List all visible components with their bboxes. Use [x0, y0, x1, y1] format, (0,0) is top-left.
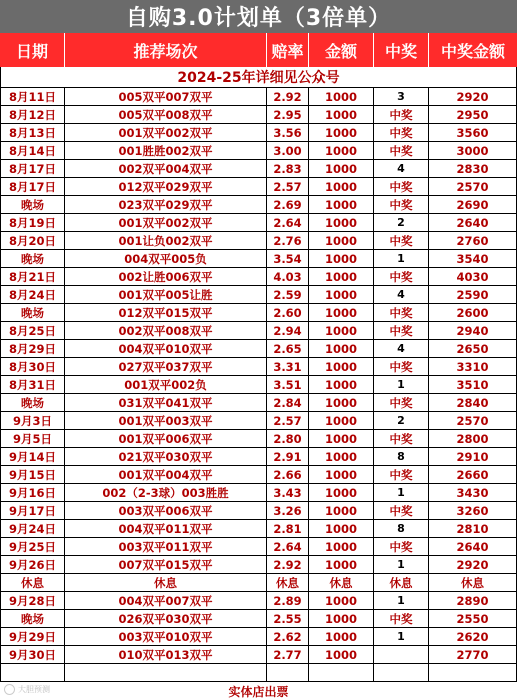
cell-amount: 1000 [309, 376, 374, 393]
cell-win: 1 [374, 628, 429, 645]
cell-amount: 1000 [309, 196, 374, 213]
table-row [0, 376, 517, 394]
cell-match: 001双平003双平 [65, 412, 267, 429]
cell-date: 8月12日 [0, 106, 65, 123]
cell-date: 8月11日 [0, 88, 65, 105]
cell-win-amount: 3560 [429, 124, 517, 141]
cell-date: 8月24日 [0, 286, 65, 303]
cell-match: 004双平010双平 [65, 340, 267, 357]
cell-win: 1 [374, 592, 429, 609]
cell-match: 001双平002负 [65, 376, 267, 393]
cell-amount: 1000 [309, 160, 374, 177]
cell-win-amount: 2760 [429, 232, 517, 249]
cell-amount: 1000 [309, 646, 374, 663]
cell-win: 中奖 [374, 232, 429, 249]
cell-match: 002双平004双平 [65, 160, 267, 177]
cell-amount: 1000 [309, 124, 374, 141]
table-row [0, 646, 517, 664]
cell-amount: 1000 [309, 502, 374, 519]
cell-odds: 2.62 [267, 628, 309, 645]
cell-odds: 2.95 [267, 106, 309, 123]
cell-win: 4 [374, 340, 429, 357]
table-row [0, 538, 517, 556]
cell-amount: 1000 [309, 322, 374, 339]
cell-win: 3 [374, 88, 429, 105]
watermark-logo-icon [4, 684, 15, 695]
cell-match: 002双平008双平 [65, 322, 267, 339]
cell-win: 中奖 [374, 268, 429, 285]
cell-odds: 3.51 [267, 376, 309, 393]
cell-win-amount: 2800 [429, 430, 517, 447]
table-row [0, 304, 517, 322]
cell-odds: 2.66 [267, 466, 309, 483]
cell-win-amount: 2620 [429, 628, 517, 645]
table-row [0, 520, 517, 538]
cell-date: 晚场 [0, 394, 65, 411]
subtitle: 2024-25年详细见公众号 [0, 67, 517, 88]
cell-win-amount: 2600 [429, 304, 517, 321]
cell-amount: 1000 [309, 430, 374, 447]
cell-win: 2 [374, 214, 429, 231]
cell-amount: 1000 [309, 286, 374, 303]
cell-date: 9月15日 [0, 466, 65, 483]
cell-date: 8月30日 [0, 358, 65, 375]
table-row [0, 592, 517, 610]
cell-date: 晚场 [0, 196, 65, 213]
table-body [0, 88, 517, 682]
table-row [0, 196, 517, 214]
cell-match: 023双平029双平 [65, 196, 267, 213]
cell-odds: 2.64 [267, 214, 309, 231]
cell-amount: 1000 [309, 304, 374, 321]
cell-win: 中奖 [374, 106, 429, 123]
header-win-amount: 中奖金额 [440, 41, 505, 61]
cell-date: 9月16日 [0, 484, 65, 501]
cell-odds: 2.92 [267, 88, 309, 105]
cell-date: 9月17日 [0, 502, 65, 519]
cell-odds: 2.91 [267, 448, 309, 465]
cell-win-amount: 3260 [429, 502, 517, 519]
cell-match: 003双平010双平 [65, 628, 267, 645]
cell-match: 005双平008双平 [65, 106, 267, 123]
cell-odds: 2.92 [267, 556, 309, 573]
cell-win: 8 [374, 520, 429, 537]
table-row [0, 628, 517, 646]
cell-odds: 2.76 [267, 232, 309, 249]
cell-match: 001双平004双平 [65, 466, 267, 483]
cell-odds: 2.77 [267, 646, 309, 663]
cell-date: 晚场 [0, 304, 65, 321]
cell-match: 004双平011双平 [65, 520, 267, 537]
cell-match: 010双平013双平 [65, 646, 267, 663]
cell-odds: 3.56 [267, 124, 309, 141]
cell-match: 001双平002双平 [65, 124, 267, 141]
table-row [0, 214, 517, 232]
cell-date: 8月25日 [0, 322, 65, 339]
cell-amount: 1000 [309, 232, 374, 249]
cell-match: 004双平005负 [65, 250, 267, 267]
table-row [0, 160, 517, 178]
table-row [0, 574, 517, 592]
cell-win-amount: 2590 [429, 286, 517, 303]
cell-amount: 1000 [309, 592, 374, 609]
cell-date: 休息 [0, 574, 65, 591]
cell-match: 003双平006双平 [65, 502, 267, 519]
cell-odds: 2.80 [267, 430, 309, 447]
cell-win: 1 [374, 250, 429, 267]
cell-win: 中奖 [374, 142, 429, 159]
cell-date: 8月21日 [0, 268, 65, 285]
cell-amount: 1000 [309, 520, 374, 537]
cell-win-amount: 2890 [429, 592, 517, 609]
cell-match: 004双平007双平 [65, 592, 267, 609]
cell-win-amount: 3430 [429, 484, 517, 501]
cell-match: 休息 [65, 574, 267, 591]
table-row [0, 106, 517, 124]
cell-win-amount: 3540 [429, 250, 517, 267]
cell-amount: 1000 [309, 142, 374, 159]
cell-match: 007双平015双平 [65, 556, 267, 573]
footer-note: 实体店出票 [228, 685, 289, 699]
cell-match: 001让负002双平 [65, 232, 267, 249]
table-row [0, 178, 517, 196]
page-title: 自购3.0计划单（3倍单） [0, 0, 517, 33]
cell-win: 4 [374, 286, 429, 303]
cell-win: 中奖 [374, 466, 429, 483]
header-match: 推荐场次 [65, 33, 267, 67]
cell-amount: 1000 [309, 610, 374, 627]
cell-amount: 1000 [309, 106, 374, 123]
cell-date: 晚场 [0, 610, 65, 627]
cell-date: 8月29日 [0, 340, 65, 357]
cell-win-amount: 2570 [429, 178, 517, 195]
cell-amount: 1000 [309, 340, 374, 357]
cell-date: 9月28日 [0, 592, 65, 609]
table-row [0, 124, 517, 142]
cell-match: 002（2-3球）003胜胜 [65, 484, 267, 501]
cell-win-amount [429, 664, 517, 681]
table-row [0, 88, 517, 106]
watermark [4, 684, 50, 695]
cell-date: 晚场 [0, 250, 65, 267]
cell-amount: 1000 [309, 178, 374, 195]
cell-date: 8月31日 [0, 376, 65, 393]
cell-win: 中奖 [374, 196, 429, 213]
cell-win-amount: 2840 [429, 394, 517, 411]
cell-win-amount: 2640 [429, 214, 517, 231]
cell-win-amount: 2940 [429, 322, 517, 339]
cell-win: 中奖 [374, 610, 429, 627]
cell-win: 中奖 [374, 322, 429, 339]
cell-odds: 2.60 [267, 304, 309, 321]
cell-win-amount: 2640 [429, 538, 517, 555]
cell-win-amount: 2950 [429, 106, 517, 123]
cell-match: 001双平002双平 [65, 214, 267, 231]
cell-win: 中奖 [374, 178, 429, 195]
header-odds: 赔率 [267, 33, 309, 67]
header-date: 日期 [0, 33, 65, 67]
cell-win-amount: 3310 [429, 358, 517, 375]
cell-match: 001双平005让胜 [65, 286, 267, 303]
table-row [0, 484, 517, 502]
cell-amount: 1000 [309, 412, 374, 429]
table-row [0, 340, 517, 358]
cell-win-amount: 2690 [429, 196, 517, 213]
table-row [0, 286, 517, 304]
cell-odds: 2.84 [267, 394, 309, 411]
cell-win-amount: 2830 [429, 160, 517, 177]
table-header [0, 33, 517, 67]
table-row [0, 448, 517, 466]
table-row [0, 232, 517, 250]
cell-odds: 2.55 [267, 610, 309, 627]
cell-match: 012双平015双平 [65, 304, 267, 321]
cell-date: 9月29日 [0, 628, 65, 645]
cell-date: 9月30日 [0, 646, 65, 663]
cell-match: 002让胜006双平 [65, 268, 267, 285]
cell-match [65, 664, 267, 681]
watermark-text: 大胆预测 [18, 685, 50, 694]
cell-win: 1 [374, 556, 429, 573]
cell-amount: 1000 [309, 628, 374, 645]
cell-win-amount: 2810 [429, 520, 517, 537]
cell-odds: 2.59 [267, 286, 309, 303]
cell-win: 8 [374, 448, 429, 465]
cell-amount: 1000 [309, 214, 374, 231]
cell-date: 8月17日 [0, 178, 65, 195]
cell-win-amount: 休息 [429, 574, 517, 591]
cell-date: 9月5日 [0, 430, 65, 447]
cell-win-amount: 2570 [429, 412, 517, 429]
cell-win: 中奖 [374, 304, 429, 321]
cell-odds: 3.43 [267, 484, 309, 501]
cell-odds: 4.03 [267, 268, 309, 285]
cell-odds: 2.94 [267, 322, 309, 339]
cell-win: 中奖 [374, 538, 429, 555]
cell-win: 休息 [374, 574, 429, 591]
cell-win-amount: 2910 [429, 448, 517, 465]
cell-win: 中奖 [374, 358, 429, 375]
cell-odds: 2.83 [267, 160, 309, 177]
cell-date: 8月19日 [0, 214, 65, 231]
cell-odds: 3.26 [267, 502, 309, 519]
cell-odds: 2.57 [267, 178, 309, 195]
cell-date: 9月25日 [0, 538, 65, 555]
cell-match: 027双平037双平 [65, 358, 267, 375]
cell-match: 005双平007双平 [65, 88, 267, 105]
cell-odds: 2.57 [267, 412, 309, 429]
table-row [0, 412, 517, 430]
cell-odds: 2.81 [267, 520, 309, 537]
cell-win-amount: 3000 [429, 142, 517, 159]
table-row [0, 664, 517, 682]
cell-win-amount: 3510 [429, 376, 517, 393]
cell-win-amount: 2650 [429, 340, 517, 357]
cell-win-amount: 2550 [429, 610, 517, 627]
table-row [0, 394, 517, 412]
table-row [0, 556, 517, 574]
cell-amount: 1000 [309, 88, 374, 105]
cell-amount: 1000 [309, 394, 374, 411]
cell-win: 中奖 [374, 502, 429, 519]
cell-amount: 1000 [309, 250, 374, 267]
cell-amount: 1000 [309, 358, 374, 375]
cell-amount: 1000 [309, 448, 374, 465]
cell-odds: 2.64 [267, 538, 309, 555]
cell-match: 026双平030双平 [65, 610, 267, 627]
cell-match: 001双平006双平 [65, 430, 267, 447]
cell-date: 8月20日 [0, 232, 65, 249]
cell-win-amount: 4030 [429, 268, 517, 285]
cell-amount [309, 664, 374, 681]
cell-date: 8月17日 [0, 160, 65, 177]
cell-amount: 1000 [309, 466, 374, 483]
cell-win-amount: 2920 [429, 556, 517, 573]
cell-date: 8月13日 [0, 124, 65, 141]
cell-win: 中奖 [374, 430, 429, 447]
cell-win [374, 664, 429, 681]
table-row [0, 268, 517, 286]
cell-odds: 3.31 [267, 358, 309, 375]
cell-odds [267, 664, 309, 681]
cell-win: 中奖 [374, 124, 429, 141]
cell-odds: 3.00 [267, 142, 309, 159]
cell-amount: 1000 [309, 538, 374, 555]
table-row [0, 250, 517, 268]
cell-win-amount: 2770 [429, 646, 517, 663]
cell-amount: 1000 [309, 484, 374, 501]
table-row [0, 142, 517, 160]
cell-win-amount: 2920 [429, 88, 517, 105]
cell-match: 001胜胜002双平 [65, 142, 267, 159]
cell-date: 9月24日 [0, 520, 65, 537]
cell-match: 021双平030双平 [65, 448, 267, 465]
cell-odds: 休息 [267, 574, 309, 591]
table-row [0, 358, 517, 376]
cell-match: 012双平029双平 [65, 178, 267, 195]
header-win: 中奖 [374, 33, 429, 67]
cell-odds: 2.69 [267, 196, 309, 213]
cell-odds: 2.65 [267, 340, 309, 357]
cell-date: 9月26日 [0, 556, 65, 573]
table-row [0, 466, 517, 484]
cell-win: 1 [374, 376, 429, 393]
cell-date: 8月14日 [0, 142, 65, 159]
table-row [0, 430, 517, 448]
table-row [0, 322, 517, 340]
cell-date: 9月3日 [0, 412, 65, 429]
cell-date: 9月14日 [0, 448, 65, 465]
cell-amount: 休息 [309, 574, 374, 591]
cell-win: 2 [374, 412, 429, 429]
cell-win-amount: 2660 [429, 466, 517, 483]
table-row [0, 502, 517, 520]
cell-date [0, 664, 65, 681]
cell-amount: 1000 [309, 268, 374, 285]
cell-win [374, 646, 429, 663]
cell-odds: 3.54 [267, 250, 309, 267]
table-row [0, 610, 517, 628]
cell-win: 1 [374, 484, 429, 501]
cell-amount: 1000 [309, 556, 374, 573]
cell-match: 031双平041双平 [65, 394, 267, 411]
cell-match: 003双平011双平 [65, 538, 267, 555]
cell-win: 4 [374, 160, 429, 177]
header-amount: 金额 [309, 33, 374, 67]
cell-win: 中奖 [374, 394, 429, 411]
cell-odds: 2.89 [267, 592, 309, 609]
